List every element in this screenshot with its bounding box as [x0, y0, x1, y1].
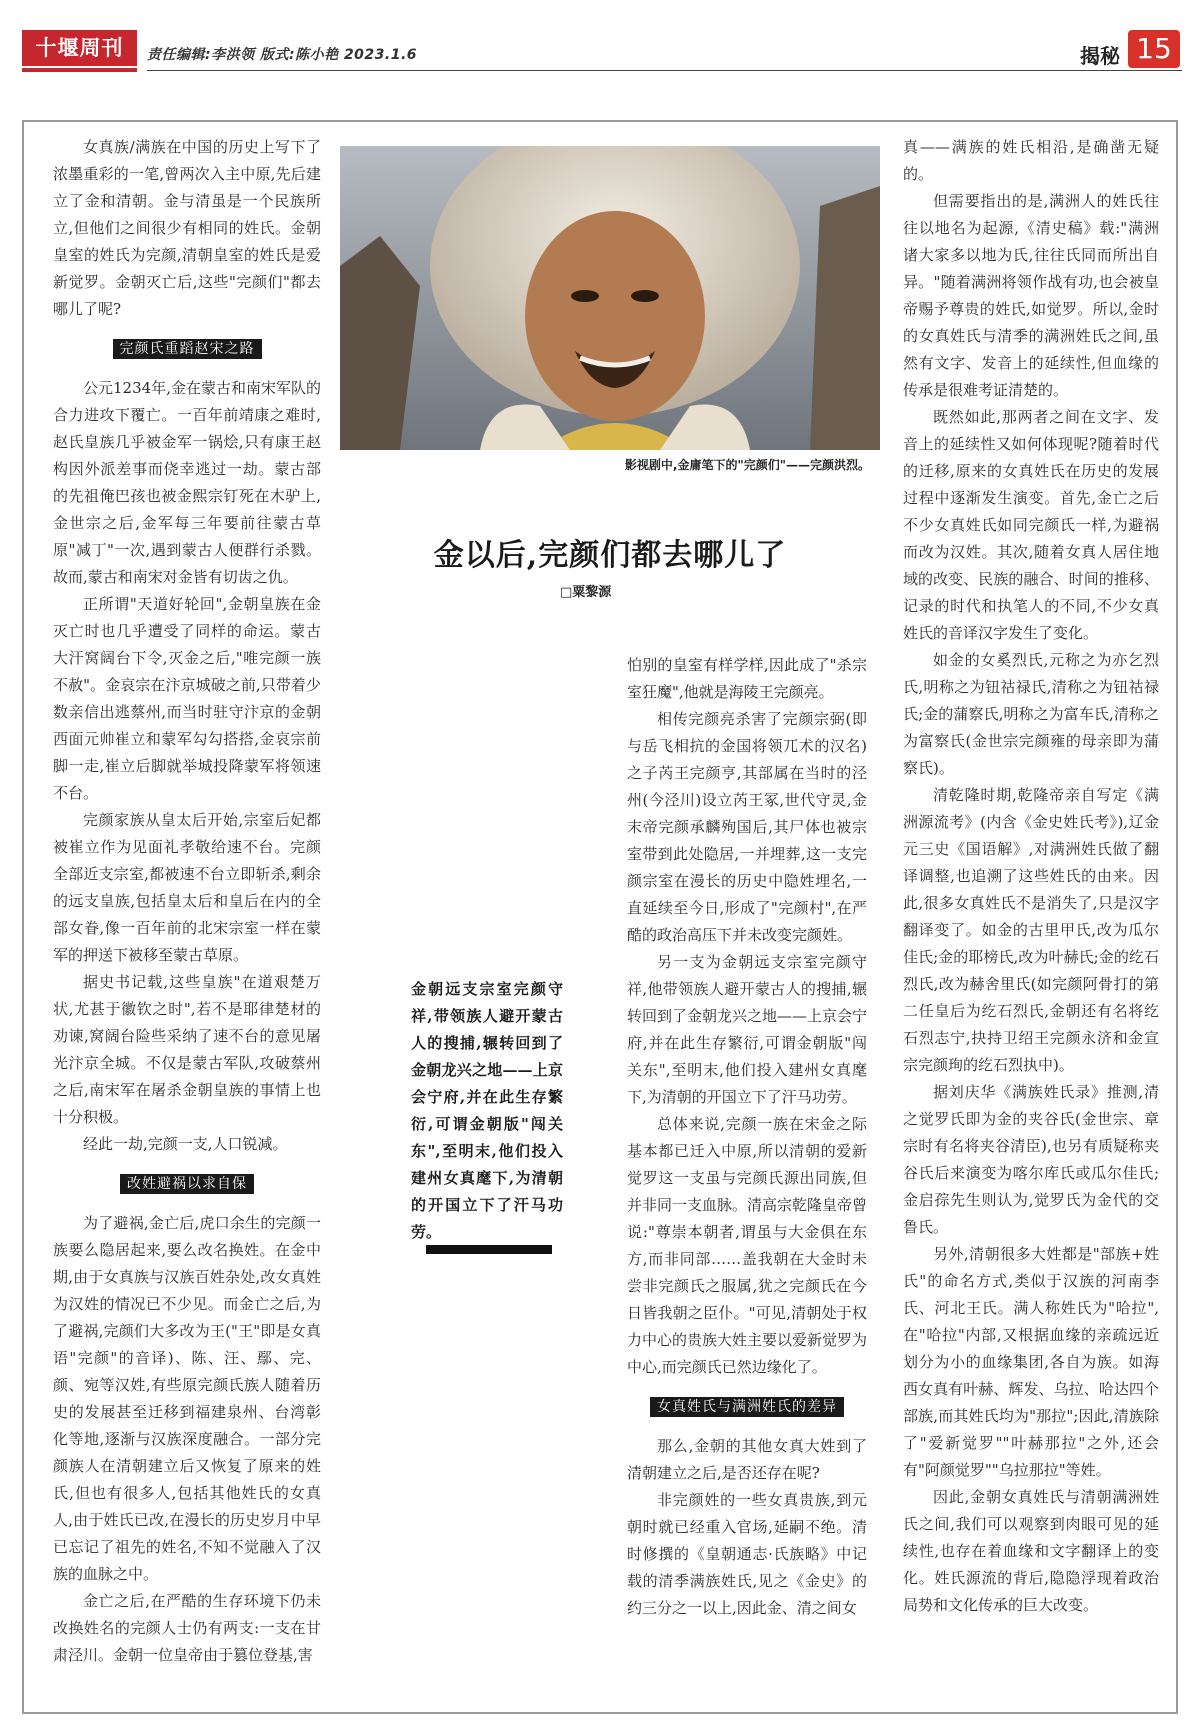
paragraph: 据刘庆华《满族姓氏录》推测,清之觉罗氏即为金的夹谷氏(金世宗、章宗时有名将夹谷清臣),也另有质疑称夹谷氏后来演变为喀尔库氏或瓜尔佳氏;金启孮先生则认为,觉罗氏为金代的交鲁氏。: [903, 1083, 1159, 1236]
wanyan-honglie-portrait: [340, 146, 880, 450]
subheading-text: 女真姓氏与满洲姓氏的差异: [650, 1397, 844, 1417]
intro-paragraph: 女真族/满族在中国的历史上写下了浓墨重彩的一笔,曾两次入主中原,先后建立了金和清朝。金与清虽是一个民族所立,但他们之间很少有相同的姓氏。金朝皇室的姓氏为完颜,清朝皇室的姓氏是爱新觉罗。金朝灭亡后,这些"完颜们"都去哪儿了呢?: [53, 138, 321, 318]
paragraph: 怕别的皇室有样学样,因此成了"杀宗室狂魔",他就是海陵王完颜亮。: [627, 656, 867, 701]
editor-credits: 责任编辑:李洪领 版式:陈小艳 2023.1.6: [147, 47, 418, 63]
paragraph: 但需要指出的是,满洲人的姓氏往往以地名为起源,《清史稿》载:"满洲诸大家多以地为氏,往往氏同而所出自异。"随着满洲将领作战有功,也会被皇帝赐予尊贵的姓氏,如觉罗。所以,金时的女真姓氏与清季的满洲姓氏之间,虽然有文字、发音上的延续性,但血缘的传承是很难考证清楚的。: [903, 192, 1159, 399]
header-rule: [147, 70, 1182, 71]
column-left: [53, 134, 321, 1669]
paragraph: 既然如此,那两者之间在文字、发音上的延续性又如何体现呢?随着时代的迁移,原来的女真姓氏在历史的发展过程中逐渐发生演变。首先,金亡之后不少女真姓氏如同完颜氏一样,为避祸而改为汉姓。其次,随着女真人居住地域的改变、民族的融合、时间的推移、记录的时代和执笔人的不同,不少女真姓氏的音译汉字发生了变化。: [903, 408, 1159, 642]
paragraph: 另外,清朝很多大姓都是"部族+姓氏"的命名方式,类似于汉族的河南李氏、河北王氏。满人称姓氏为"哈拉",在"哈拉"内部,又根据血缘的亲疏远近划分为小的血缘集团,各自为族。如海西女真有叶赫、辉发、乌拉、哈达四个部族,而其姓氏均为"那拉";因此,清族除了"爱新觉罗""叶赫那拉"之外,还会有"阿颜觉罗""乌拉那拉"等姓。: [903, 1245, 1159, 1479]
pull-quote-bar: [426, 1245, 552, 1254]
paragraph: 经此一劫,完颜一支,人口锐减。: [83, 1135, 288, 1153]
subheading: [53, 1170, 321, 1198]
masthead: [22, 30, 1182, 72]
subheading: [627, 1393, 867, 1421]
paragraph: 相传完颜亮杀害了完颜宗弼(即与岳飞相抗的金国将领兀术的汉名)之子芮王完颜亨,其部属在当时的泾州(今泾川)设立芮王冢,世代守灵,金末帝完颜承麟殉国后,其尸体也被宗室带到此处隐居,一并埋葬,这一支完颜宗室在漫长的历史中隐姓埋名,一直延续至今日,形成了"完颜村",在严酷的政治高压下并未改变完颜姓。: [627, 710, 867, 944]
paragraph: 如金的女奚烈氏,元称之为亦乞烈氏,明称之为钮祜禄氏,清称之为钮祜禄氏;金的蒲察氏,明称之为富车氏,清称之为富察氏(金世宗完颜雍的母亲即为蒲察氏)。: [903, 651, 1159, 777]
pull-quote: 金朝远支宗室完颜守祥,带领族人避开蒙古人的搜捕,辗转回到了金朝龙兴之地——上京会宁府,并在此生存繁衍,可谓金朝版"闯关东",至明末,他们投入建州女真麾下,为清朝的开国立下了汗马功劳。: [411, 980, 563, 1241]
author-byline: □粟黎源: [560, 585, 612, 600]
paragraph: 完颜家族从皇太后开始,宗室后妃都被崔立作为见面礼孝敬给速不台。完颜全部近支宗室,都被速不台立即斩杀,剩余的远支皇族,包括皇太后和皇后在内的全部女眷,像一百年前的北宋宗室一样在蒙军的押送下被移至蒙古草原。: [53, 811, 321, 964]
logo-underline: [22, 68, 137, 72]
column-right: [903, 134, 1159, 1619]
newspaper-logo: 十堰周刊: [22, 30, 137, 66]
paragraph: 清乾隆时期,乾隆帝亲自写定《满洲源流考》(内含《金史姓氏考》),辽金元三史《国语解》,对满洲姓氏做了翻译调整,也追溯了这些姓氏的由来。因此,很多女真姓氏不是消失了,只是汉字翻译变了。如金的古里甲氏,改为瓜尔佳氏;金的耶榜氏,改为叶赫氏;金的纥石烈氏,改为赫舍里氏(如完颜阿骨打的第二任皇后为纥石烈氏,金朝还有名将纥石烈志宁,抉持卫绍王完颜永济和金宣宗完颜珣的纥石烈执中)。: [903, 786, 1159, 1074]
paragraph: 金亡之后,在严酷的生存环境下仍未改换姓名的完颜人士仍有两支:一支在甘肃泾川。金朝一位皇帝由于篡位登基,害: [53, 1592, 321, 1664]
paragraph: 另一支为金朝远支宗室完颜守祥,他带领族人避开蒙古人的搜捕,辗转回到了金朝龙兴之地——上京会宁府,并在此生存繁衍,可谓金朝版"闯关东",至明末,他们投入建州女真麾下,为清朝的开国立下了汗马功劳。: [627, 953, 868, 1106]
page-number-badge: 15: [1128, 30, 1180, 68]
paragraph: 为了避祸,金亡后,虎口余生的完颜一族要么隐居起来,要么改名换姓。在金中期,由于女真族与汉族百姓杂处,改女真姓为汉姓的情况已不少见。而金亡之后,为了避祸,完颜们大多改为王("王"即是女真语"完颜"的音译)、陈、汪、鄢、完、颜、宛等汉姓,有些原完颜氏族人随着历史的发展甚至迁移到福建泉州、台湾彰化等地,逐渐与汉族深度融合。一部分完颜族人在清朝建立后又恢复了原来的姓氏,但也有很多人,包括其他姓氏的女真人,由于姓氏已改,在漫长的历史岁月中早已忘记了祖先的姓名,不知不觉融入了汉族的血脉之中。: [53, 1214, 321, 1583]
section-label: 揭秘: [1080, 44, 1120, 68]
paragraph: 那么,金朝的其他女真大姓到了清朝建立之后,是否还存在呢?: [627, 1437, 867, 1482]
column-middle: [627, 652, 867, 1622]
paragraph: 总体来说,完颜一族在宋金之际基本都已迁入中原,所以清朝的爱新觉罗这一支虽与完颜氏源出同族,但并非同一支血脉。清高宗乾隆皇帝曾说:"尊崇本朝者,谓虽与大金俱在东方,而非同部……盖我朝在大金时未尝非完颜氏之服属,犹之完颜氏在今日皆我朝之臣仆。"可见,清朝处于权力中心的贵族大姓主要以爱新觉罗为中心,而完颜氏已然边缘化了。: [627, 1115, 868, 1376]
subheading: [53, 335, 321, 363]
article-title: 金以后,完颜们都去哪儿了: [433, 538, 787, 573]
paragraph: 正所谓"天道好轮回",金朝皇族在金灭亡时也几乎遭受了同样的命运。蒙古大汗窝阔台下令,灭金之后,"唯完颜一族不赦"。金哀宗在汴京城破之前,只带着少数亲信出逃蔡州,而当时驻守汴京的金朝西面元帅崔立和蒙军勾勾搭搭,金哀宗前脚一走,崔立后脚就举城投降蒙军将领速不台。: [53, 595, 321, 802]
photo-caption: 影视剧中,金庸笔下的"完颜们"——完颜洪烈。: [624, 458, 870, 472]
paragraph: 公元1234年,金在蒙古和南宋军队的合力进攻下覆亡。一百年前靖康之难时,赵氏皇族几乎被金军一锅烩,只有康王赵构因外派差事而侥幸逃过一劫。蒙古部的先祖俺巴孩也被金熙宗钉死在木驴上,金世宗之后,金军每三年要前往蒙古草原"减丁"一次,遇到蒙古人便群行杀戮。故而,蒙古和南宋对金皆有切齿之仇。: [53, 379, 321, 586]
paragraph: 非完颜姓的一些女真贵族,到元朝时就已经重入官场,延嗣不绝。清时修撰的《皇朝通志·氏族略》中记载的清季满族姓氏,见之《金史》的约三分之一以上,因此金、清之间女: [627, 1491, 867, 1617]
subheading-text: 完颜氏重蹈赵宋之路: [113, 339, 262, 359]
article-photo: [340, 146, 880, 450]
paragraph: 因此,金朝女真姓氏与清朝满洲姓氏之间,我们可以观察到肉眼可见的延续性,也存在着血缘和文字翻译上的变化。姓氏源流的背后,隐隐浮现着政治局势和文化传承的巨大改变。: [903, 1488, 1159, 1614]
subheading-text: 改姓避祸以求自保: [120, 1174, 254, 1194]
paragraph: 据史书记载,这些皇族"在道艰楚万状,尤甚于徽钦之时",若不是耶律楚材的劝谏,窝阔台险些采纳了速不台的意见屠光汴京全城。不仅是蒙古军队,攻破蔡州之后,南宋军在屠杀金朝皇族的事情上也十分积极。: [53, 973, 321, 1126]
paragraph: 真——满族的姓氏相沿,是确凿无疑的。: [903, 138, 1159, 183]
